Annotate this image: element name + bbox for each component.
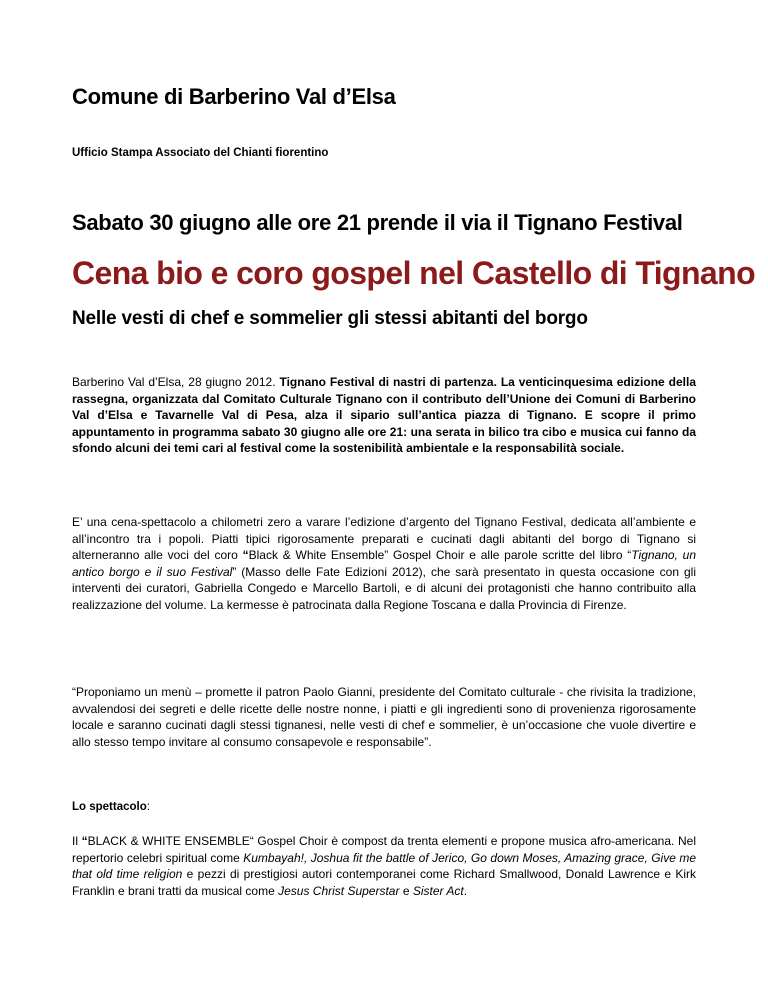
press-office-subtitle: Ufficio Stampa Associato del Chianti fiorentino bbox=[72, 147, 329, 159]
headline-sub: Nelle vesti di chef e sommelier gli stessi abitanti del borgo bbox=[72, 308, 588, 329]
choir-text-1: Il bbox=[72, 834, 82, 848]
musical-title: Sister Act bbox=[412, 883, 464, 898]
paragraph-event bbox=[72, 514, 696, 614]
event-text-3: ” (Masso delle Fate Edizioni 2012), che sarà presentato in questa occasione con gli interventi dei curatori, Gabriella Congedo e Marcello Bartoli, e di alcuni dei protagonisti che hanno contribuito alla realizzazione del volume. La kermesse è patrocinata dalla Regione Toscana e dalla Provincia di Firenze. bbox=[72, 564, 696, 612]
headline-main: Cena bio e coro gospel nel Castello di Tignano bbox=[72, 255, 756, 291]
choir-end: . bbox=[463, 883, 468, 898]
section-label: Lo spettacolo bbox=[72, 801, 147, 813]
paragraph-choir bbox=[72, 833, 696, 899]
section-heading-spettacolo bbox=[72, 801, 150, 813]
choir-text-3: e pezzi di prestigiosi autori contemporanei come Richard Smallwood, Donald Lawrence e Kirk Franklin e brani tratti da musical come bbox=[72, 867, 697, 898]
paragraph-quote: “Proponiamo un menù – promette il patron Paolo Gianni, presidente del Comitato culturale - che rivisita la tradizione, avvalendosi dei segreti e delle ricette delle nostre nonne, i piatti e gli ingredienti sono di provenienza rigorosamente locale e saranno cucinati dagli stessi tignanesi, nelle vesti di chef e sommelier, è un’occasione che vuole divertire e allo stesso tempo invitare al consumo consapevole e responsabile”. bbox=[72, 685, 696, 749]
municipality-title: Comune di Barberino Val d’Elsa bbox=[72, 84, 396, 109]
choir-conjunction: e bbox=[399, 883, 413, 898]
lead-text: Tignano Festival di nastri di partenza. La venticinquesima edizione della rassegna, organizzata dal Comitato Culturale Tignano con il contributo dell’Unione dei Comuni di Barberino Val d’Elsa e Tavarnelle Val di Pesa, alza il sipario sull’antica piazza di Tignano. E scopre il primo appuntamento in programma sabato 30 giugno alle ore 21: una serata in bilico tra cibo e musica cui fanno da sfondo alcuni dei temi cari al festival come la sostenibilità ambientale e la responsabilità sociale. bbox=[72, 375, 696, 456]
dateline: Barberino Val d’Elsa, 28 giugno 2012. bbox=[72, 375, 280, 389]
paragraph-intro bbox=[72, 374, 696, 457]
musical-title: Jesus Christ Superstar bbox=[278, 883, 400, 898]
headline-date: Sabato 30 giugno alle ore 21 prende il via il Tignano Festival bbox=[72, 210, 683, 235]
book-title: Tignano, un antico borgo e il suo Festival bbox=[72, 548, 697, 579]
event-text-1: E’ una cena-spettacolo a chilometri zero a varare l’edizione d’argento del Tignano Festival, dedicata all’ambiente e all’incontro tra i popoli. Piatti tipici rigorosamente preparati e cucinati dagli abitanti del borgo di Tignano si alterneranno alle voci del coro bbox=[72, 515, 696, 563]
event-text-2: Black & White Ensemble” Gospel Choir e alle parole scritte del libro “ bbox=[248, 548, 632, 563]
choir-text-2: BLACK & WHITE ENSEMBLE“ Gospel Choir è compost da trenta elementi e propone musica afro-americana. Nel repertorio celebri spiritual come bbox=[72, 834, 696, 865]
quote-mark: “ bbox=[242, 548, 249, 563]
quote-mark: “ bbox=[81, 834, 88, 848]
song-list: Kumbayah!, Joshua fit the battle of Jerico, Go down Moses, Amazing grace, Give me that old time religion bbox=[72, 850, 696, 882]
section-colon: : bbox=[146, 801, 150, 813]
